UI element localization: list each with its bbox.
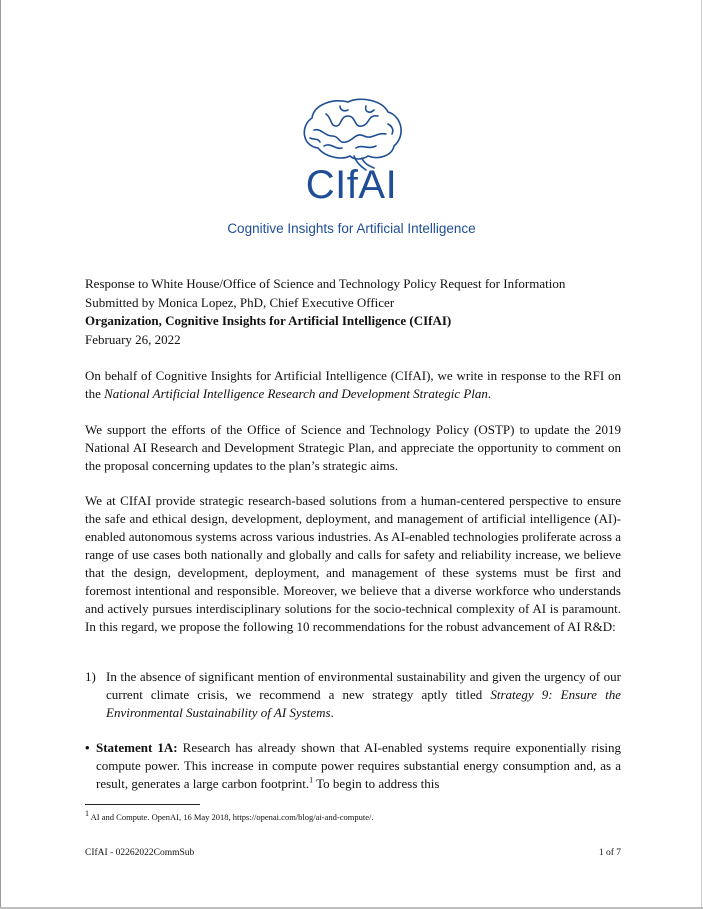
footnote-ref: 1 — [309, 775, 314, 785]
paragraph-intro: On behalf of Cognitive Insights for Artificial Intelligence (CIfAI), we write in response to the RFI on the National Artificial Intelligence Research and Development Strategic Plan. — [85, 368, 621, 401]
header-line-organization: Organization, Cognitive Insights for Artificial Intelligence (CIfAI) — [85, 313, 452, 328]
page-edge-left — [0, 0, 1, 909]
submission-header — [85, 275, 625, 349]
footer-doc-id: CIfAI - 02262022CommSub — [85, 848, 195, 858]
plan-title: National Artificial Intelligence Research and Development Strategic Plan — [104, 386, 488, 401]
strategy-title: Strategy 9: Ensure the Environmental Sustainability of AI Systems — [106, 687, 621, 720]
page-edge-right — [701, 0, 702, 909]
footer-page-number: 1 of 7 — [598, 848, 621, 858]
logo-tagline: Cognitive Insights for Artificial Intelligence — [227, 221, 476, 236]
list-number: 1) — [85, 669, 96, 684]
recommendation-item-1: 1) In the absence of significant mention of environmental sustainability and given the urgency of our current climate crisis, we recommend a new strategy aptly titled Strategy 9: Ensure the Environmental Sustainability of AI Systems. — [85, 669, 621, 720]
header-line-submitter: Submitted by Monica Lopez, PhD, Chief Executive Officer — [85, 294, 395, 310]
paragraph-about: We at CIfAI provide strategic research-based solutions from a human-centered perspective to ensure the safe and ethical design, development, deployment, and management of artificial intelligence (AI)-enabled autonomous systems across various industries. As AI-enabled technologies proliferate across a range of use cases both nationally and globally and calls for safety and reliability increase, we believe that the design, development, deployment, and management of these systems must be first and foremost intentional and responsible. Moreover, we believe that a diverse workforce who understands and actively pursues interdisciplinary solutions for the socio-technical complexity of AI is paramount. In this regard, we propose the following 10 recommendations for the robust advancement of AI R&D: — [85, 493, 621, 634]
header-line-date: February 26, 2022 — [85, 331, 181, 347]
header-line-title: Response to White House/Office of Science and Technology Policy Request for Information — [85, 276, 566, 291]
statement-bullet-1a: • Statement 1A: Research has already shown that AI-enabled systems require exponentially rising compute power. This increase in compute power requires substantial energy consumption and, as a result, generates a large carbon footprint.$^1$ To begin to address this — [85, 740, 621, 791]
footnote-1: $^1$ AI and Compute. OpenAI, 16 May 2018, https://openai.com/blog/ai-and-compute/. — [85, 809, 374, 822]
statement-label: Statement 1A: — [96, 740, 178, 755]
bullet-icon: • — [85, 740, 90, 755]
paragraph-support: We support the efforts of the Office of Science and Technology Policy (OSTP) to update the 2019 National AI Research and Development Strategic Plan, and appreciate the opportunity to comment on the proposal concerning updates to the plan’s strategic aims. — [85, 422, 621, 473]
logo-wordmark: CIfAI — [305, 163, 398, 207]
footnote-divider — [85, 804, 200, 805]
